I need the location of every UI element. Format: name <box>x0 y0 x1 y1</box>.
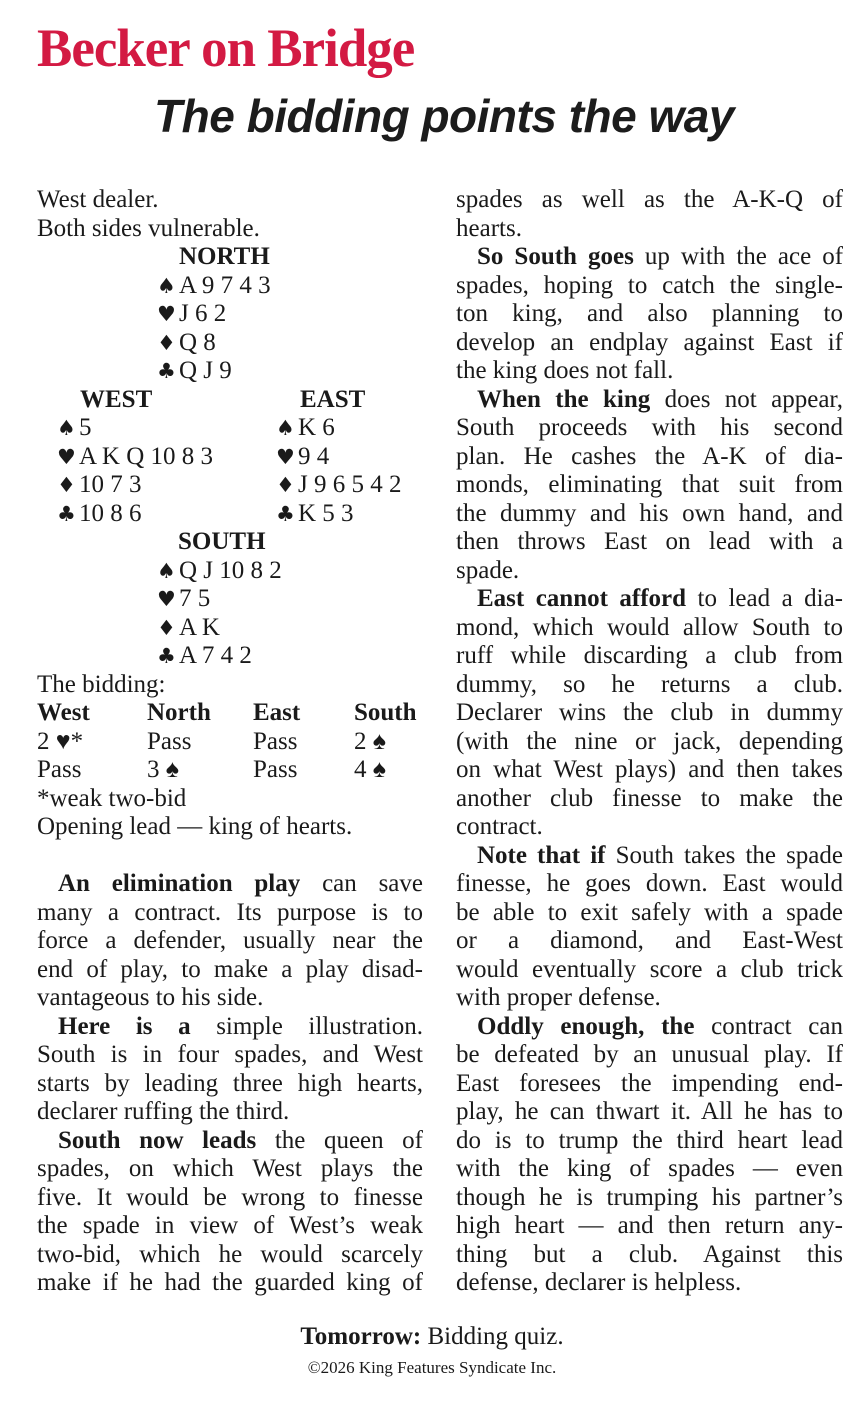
paragraph-lead: South now leads <box>58 1126 257 1154</box>
article-headline: The bidding points the way <box>154 90 734 142</box>
paragraph-text: South proceeds with his second <box>456 414 843 441</box>
diagram-row <box>37 557 423 586</box>
paragraph-line <box>456 243 843 272</box>
paragraph-line <box>37 1070 423 1099</box>
spades-icon: ♠ <box>157 273 176 298</box>
diamonds-icon: ♦ <box>157 615 176 640</box>
south-diamonds-holding <box>157 614 220 643</box>
paragraph-text: does not appear, <box>664 385 843 413</box>
north-diamonds-holding <box>157 329 216 358</box>
paragraph-text: spades, hoping to catch the single- <box>456 271 843 299</box>
paragraph-text: make if he had the guarded king of <box>37 1269 423 1296</box>
paragraph-line <box>456 585 843 614</box>
paragraph-text: can save <box>322 870 423 897</box>
left-column <box>37 186 423 1298</box>
paragraph-text: East foresees the impending end- <box>456 1069 843 1097</box>
paragraph-text: though he is trumping his partner’s <box>456 1183 843 1211</box>
paragraph-text: the king does not fall. <box>456 357 674 384</box>
paragraph-text: thing but a club. Against this <box>456 1240 843 1268</box>
bid-cell: 2 ♠ <box>354 727 387 755</box>
spades-icon: ♠ <box>276 416 295 440</box>
diamonds-icon: ♦ <box>276 473 295 497</box>
paragraph-line <box>456 1184 843 1213</box>
bidding-row <box>37 728 423 757</box>
bid-cell: 2 ♥* <box>37 727 84 755</box>
north-spades-cards: A 9 7 4 3 <box>179 271 271 299</box>
tomorrow-label: Tomorrow: <box>300 1323 422 1350</box>
paragraph-lead: Here is a <box>58 1012 191 1040</box>
paragraph-text: spades as well as the A-K-Q of <box>456 186 843 213</box>
paragraph-text: vantageous to his side. <box>37 984 264 1011</box>
paragraph-text: play, he can thwart it. All he has to <box>456 1098 843 1125</box>
east-diamonds-holding <box>276 471 401 500</box>
paragraph-text: contract can <box>711 1012 843 1040</box>
paragraph-line <box>456 927 843 956</box>
paragraph-line <box>456 443 843 472</box>
paragraph-line <box>456 329 843 358</box>
bidding-header-north: North <box>147 699 211 726</box>
paragraph-text: defense, declarer is helpless. <box>456 1269 742 1296</box>
paragraph-text: or a diamond, and East-West <box>456 927 843 954</box>
paragraph-line <box>456 300 843 329</box>
paragraph-text: with the king of spades — even <box>456 1155 843 1182</box>
paragraph-line <box>37 956 423 985</box>
west-diamonds-holding <box>57 471 142 500</box>
paragraph-line <box>456 642 843 671</box>
vulnerability-info: Both sides vulnerable. <box>37 214 260 242</box>
paragraph-lead: So South goes <box>477 243 634 270</box>
south-clubs-cards: A 7 4 2 <box>179 642 252 669</box>
paragraph-text: with proper defense. <box>456 984 661 1011</box>
east-spades-holding <box>276 414 335 443</box>
east-hearts-cards: 9 4 <box>298 442 330 470</box>
north-clubs-holding <box>157 357 232 386</box>
west-diamonds-cards: 10 7 3 <box>79 471 142 498</box>
paragraph-line <box>456 614 843 643</box>
paragraph-text: would eventually score a club trick <box>456 955 843 983</box>
clubs-icon: ♣ <box>57 501 76 526</box>
south-hearts-holding <box>157 585 210 614</box>
paragraph-text: high heart — and then return any- <box>456 1212 843 1239</box>
hearts-icon: ♥ <box>276 444 295 469</box>
north-hearts-cards: J 6 2 <box>179 300 227 327</box>
paragraph-lead: East cannot afford <box>477 585 687 612</box>
paragraph-line <box>37 899 423 928</box>
paragraph-text: on what West plays) and then takes <box>456 756 843 783</box>
paragraph-text: (with the nine or jack, depending <box>456 727 843 755</box>
south-spades-cards: Q J 10 8 2 <box>179 556 282 584</box>
bid-cell: Pass <box>253 727 298 755</box>
bidding-label: The bidding: <box>37 670 166 698</box>
paragraph-lead: Oddly enough, the <box>477 1012 695 1040</box>
west-hearts-cards: A K Q 10 8 3 <box>79 442 214 470</box>
bidding-header-west: West <box>37 699 90 726</box>
tomorrow-text: Bidding quiz. <box>427 1323 564 1350</box>
east-diamonds-cards: J 9 6 5 4 2 <box>298 471 402 498</box>
west-label: WEST <box>80 385 153 413</box>
paragraph-text: plan. He cashes the A-K of dia- <box>456 442 843 470</box>
bid-cell: 3 ♠ <box>147 756 180 783</box>
east-clubs-cards: K 5 3 <box>298 499 354 527</box>
paragraph-line <box>37 1013 423 1042</box>
dealer-info: West dealer. <box>37 186 159 213</box>
paragraph-line <box>456 699 843 728</box>
paragraph-text: South takes the spade <box>615 841 843 869</box>
clubs-icon: ♣ <box>157 359 176 383</box>
tomorrow-note <box>0 1323 864 1351</box>
paragraph-text: dummy, so he returns a club. <box>456 670 843 698</box>
paragraph-text: spade. <box>456 556 520 584</box>
diagram-row <box>37 642 423 671</box>
south-diamonds-cards: A K <box>179 613 220 641</box>
paragraph-lead: When the king <box>477 385 651 413</box>
paragraph-line <box>456 756 843 785</box>
paragraph-line <box>456 1269 843 1298</box>
diagram-row <box>37 500 423 529</box>
south-clubs-holding <box>157 642 252 671</box>
east-spades-cards: K 6 <box>298 414 335 441</box>
diamonds-icon: ♦ <box>157 330 176 355</box>
paragraph-line <box>37 927 423 956</box>
paragraph-text: South is in four spades, and West <box>37 1041 423 1068</box>
bidding-footnote: *weak two-bid <box>37 784 187 812</box>
paragraph-line <box>456 728 843 757</box>
paragraph-lead: An elimination play <box>58 870 301 897</box>
left-article-text <box>37 870 423 1298</box>
diagram-row <box>37 329 423 358</box>
paragraph-text: develop an endplay against East if <box>456 328 843 356</box>
paragraph-text: five. It would be wrong to finesse <box>37 1183 423 1211</box>
paragraph-line <box>456 671 843 700</box>
right-column <box>456 186 843 1298</box>
south-spades-holding <box>157 557 282 586</box>
clubs-icon: ♣ <box>157 644 176 668</box>
west-spades-holding <box>57 414 92 443</box>
paragraph-line <box>37 1212 423 1241</box>
paragraph-text: another club finesse to make the <box>456 784 843 812</box>
paragraph-text: simple illustration. <box>216 1012 423 1040</box>
north-hearts-holding <box>157 300 226 329</box>
masthead-logo: Becker on Bridge <box>37 18 415 78</box>
west-clubs-cards: 10 8 6 <box>79 499 142 527</box>
diagram-row <box>37 471 423 500</box>
paragraph-text: end of play, to make a play disad- <box>37 955 423 983</box>
paragraph-line <box>37 1127 423 1156</box>
diagram-row <box>37 386 423 415</box>
paragraph-text: the dummy and his own hand, and <box>456 499 843 527</box>
hearts-icon: ♥ <box>157 587 176 611</box>
bidding-table <box>37 699 423 785</box>
east-hearts-holding <box>276 443 329 472</box>
east-label: EAST <box>300 385 366 413</box>
paragraph-line <box>37 1269 423 1298</box>
north-diamonds-cards: Q 8 <box>179 328 216 356</box>
paragraph-text: up with the ace of <box>644 243 843 270</box>
paragraph-lead: Note that if <box>477 841 606 869</box>
paragraph-line <box>456 357 843 386</box>
paragraph-text: contract. <box>456 813 543 840</box>
south-hearts-cards: 7 5 <box>179 585 211 612</box>
paragraph-line <box>456 956 843 985</box>
copyright: ©2026 King Features Syndicate Inc. <box>307 1358 557 1377</box>
paragraph-line <box>37 870 423 899</box>
paragraph-line <box>456 842 843 871</box>
paragraph-text: two-bid, which he would scarcely <box>37 1240 423 1268</box>
paragraph-line <box>456 272 843 301</box>
diagram-row <box>37 528 423 557</box>
paragraph-line <box>456 1098 843 1127</box>
west-hearts-holding <box>57 443 213 472</box>
paragraph-text: ruff while discarding a club from <box>456 642 843 669</box>
paragraph-line <box>37 1241 423 1270</box>
spades-icon: ♠ <box>157 558 176 583</box>
paragraph-line <box>456 1241 843 1270</box>
paragraph-text: finesse, he goes down. East would <box>456 870 843 897</box>
paragraph-text: to lead a dia- <box>697 585 843 612</box>
paragraph-text: ton king, and also planning to <box>456 300 843 327</box>
north-spades-holding <box>157 272 271 301</box>
paragraph-line <box>37 1098 423 1127</box>
paragraph-text: monds, eliminating that suit from <box>456 471 843 498</box>
paragraph-text: starts by leading three high hearts, <box>37 1069 423 1097</box>
right-article-text <box>456 186 843 1298</box>
bidding-header-row <box>37 699 423 728</box>
paragraph-line <box>456 215 843 244</box>
paragraph-line <box>456 386 843 415</box>
diagram-row <box>37 357 423 386</box>
diagram-row <box>37 443 423 472</box>
paragraph-line <box>456 1070 843 1099</box>
diagram-row <box>37 272 423 301</box>
paragraph-text: spades, on which West plays the <box>37 1155 423 1182</box>
paragraph-line <box>456 984 843 1013</box>
paragraph-text: the queen of <box>274 1126 423 1154</box>
paragraph-line <box>456 813 843 842</box>
deal-diagram <box>37 243 423 671</box>
bid-cell: Pass <box>37 756 82 783</box>
paragraph-line <box>37 1184 423 1213</box>
bid-cell: Pass <box>253 756 298 783</box>
bid-cell: Pass <box>147 727 192 755</box>
opening-lead: Opening lead — king of hearts. <box>37 813 353 840</box>
paragraph-text: hearts. <box>456 214 522 242</box>
paragraph-line <box>456 1127 843 1156</box>
paragraph-text: declarer ruffing the third. <box>37 1098 290 1125</box>
paragraph-line <box>456 1013 843 1042</box>
paragraph-line <box>456 1212 843 1241</box>
diagram-row <box>37 243 423 272</box>
paragraph-line <box>456 528 843 557</box>
north-label: NORTH <box>179 243 270 270</box>
paragraph-line <box>37 984 423 1013</box>
clubs-icon: ♣ <box>276 501 295 526</box>
paragraph-line <box>456 186 843 215</box>
paragraph-line <box>456 557 843 586</box>
bidding-row <box>37 756 423 785</box>
hearts-icon: ♥ <box>157 302 176 326</box>
paragraph-text: the spade in view of West’s weak <box>37 1212 423 1239</box>
diagram-row <box>37 614 423 643</box>
diamonds-icon: ♦ <box>57 473 76 497</box>
paragraph-text: be able to exit safely with a spade <box>456 898 843 926</box>
paragraph-text: be defeated by an unusual play. If <box>456 1041 843 1068</box>
bid-cell: 4 ♠ <box>354 756 387 783</box>
diagram-row <box>37 585 423 614</box>
diagram-row <box>37 414 423 443</box>
west-spades-cards: 5 <box>79 414 92 441</box>
paragraph-line <box>456 1155 843 1184</box>
diagram-row <box>37 300 423 329</box>
paragraph-text: do is to trump the third heart lead <box>456 1126 843 1154</box>
paragraph-text: Declarer wins the club in dummy <box>456 699 843 726</box>
hearts-icon: ♥ <box>57 444 76 469</box>
paragraph-text: many a contract. Its purpose is to <box>37 898 423 926</box>
east-clubs-holding <box>276 500 354 529</box>
paragraph-line <box>456 414 843 443</box>
paragraph-line <box>456 500 843 529</box>
west-clubs-holding <box>57 500 142 529</box>
paragraph-line <box>456 785 843 814</box>
bidding-header-south: South <box>354 699 417 726</box>
south-label: SOUTH <box>178 528 266 555</box>
paragraph-line <box>456 471 843 500</box>
north-clubs-cards: Q J 9 <box>179 357 232 384</box>
spades-icon: ♠ <box>57 416 76 440</box>
bidding-header-east: East <box>253 699 301 726</box>
paragraph-text: force a defender, usually near the <box>37 927 423 954</box>
paragraph-text: mond, which would allow South to <box>456 613 843 641</box>
paragraph-line <box>456 1041 843 1070</box>
paragraph-line <box>37 1041 423 1070</box>
paragraph-line <box>37 1155 423 1184</box>
paragraph-text: then throws East on lead with a <box>456 528 843 555</box>
paragraph-line <box>456 870 843 899</box>
paragraph-line <box>456 899 843 928</box>
